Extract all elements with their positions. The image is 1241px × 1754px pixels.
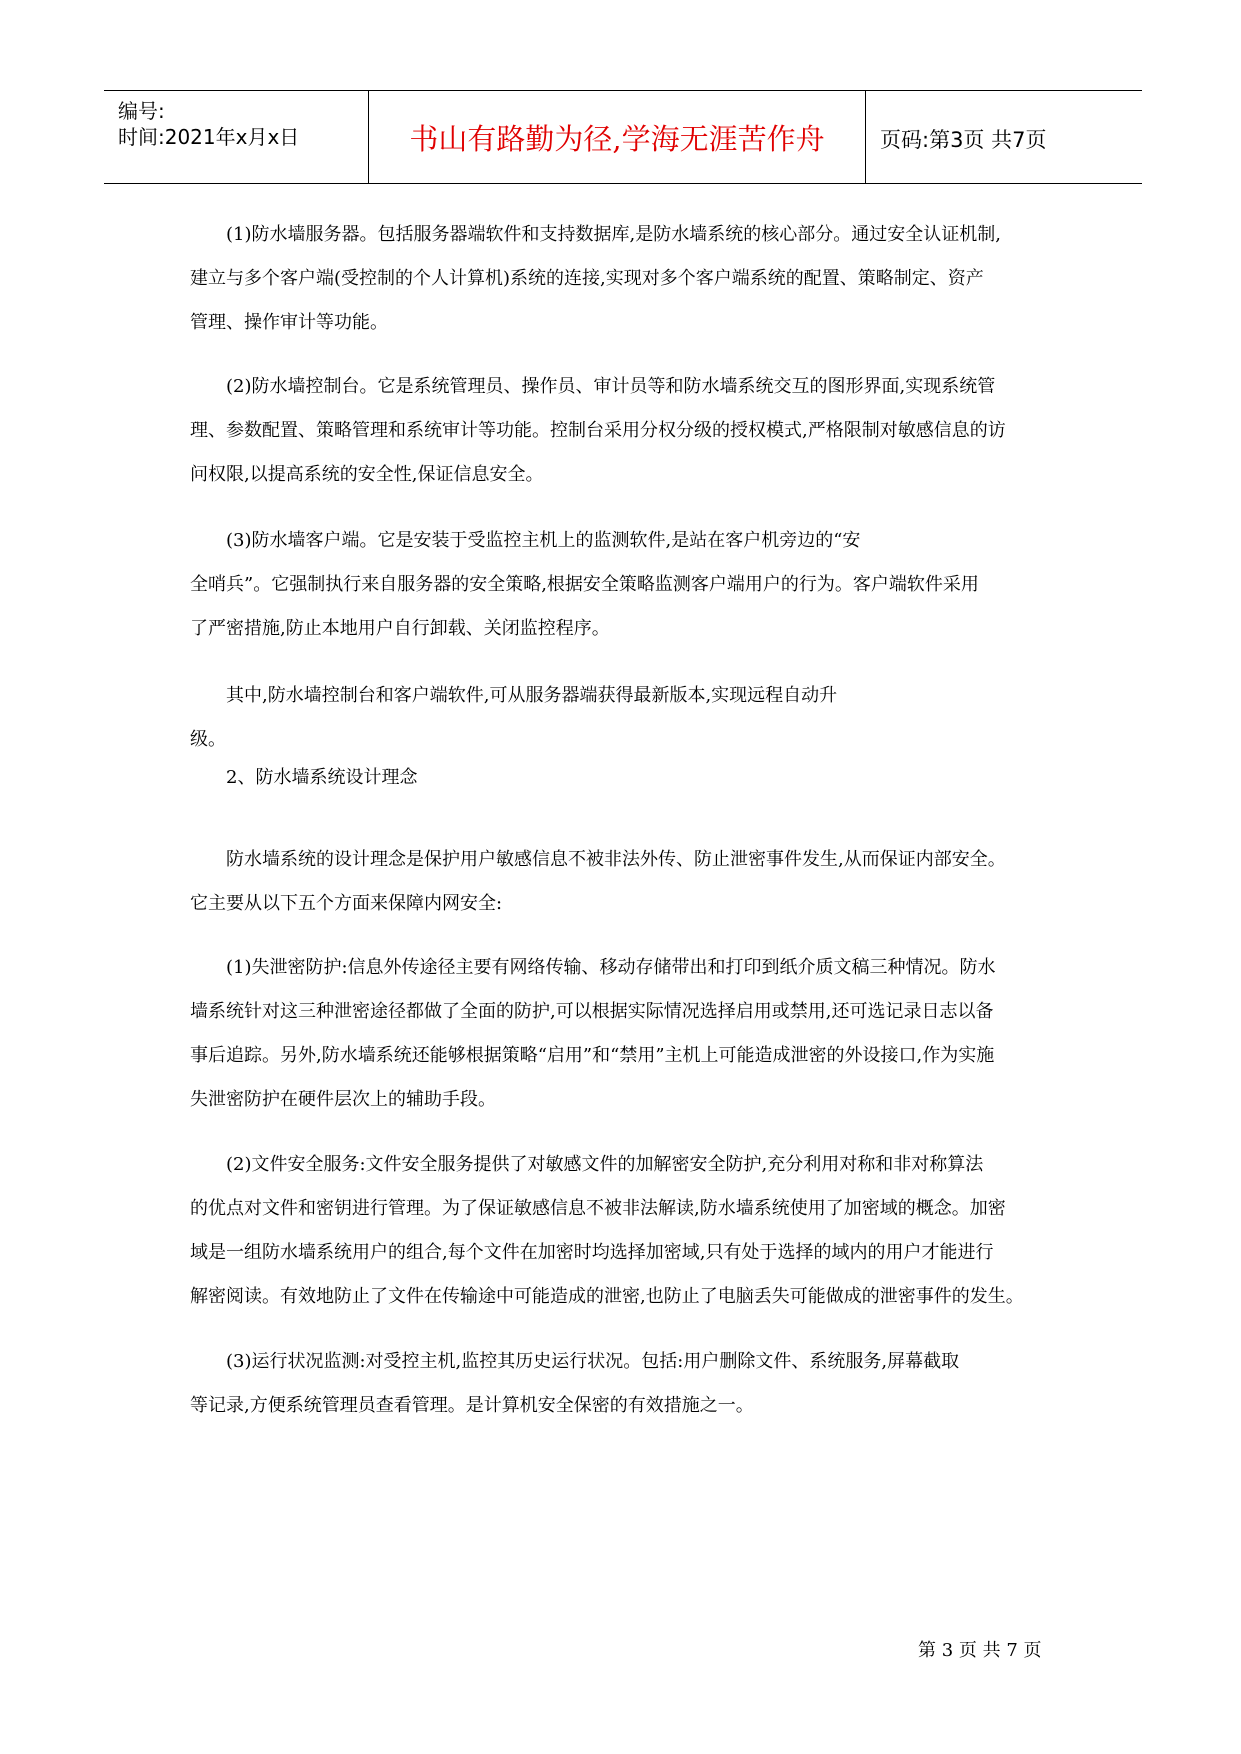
paragraph-4 bbox=[190, 674, 1072, 762]
page-header bbox=[104, 90, 1142, 184]
paragraph-line: 它主要从以下五个方面来保障内网安全: bbox=[190, 893, 503, 914]
paragraph-line: (3)防水墙客户端。它是安装于受监控主机上的监测软件,是站在客户机旁边的“安 bbox=[226, 530, 861, 551]
paragraph-line: (2)文件安全服务:文件安全服务提供了对敏感文件的加解密安全防护,充分利用对称和非对称算法 bbox=[226, 1154, 984, 1175]
paragraph-line: 问权限,以提高系统的安全性,保证信息安全。 bbox=[190, 464, 544, 485]
paragraph-line: 事后追踪。另外,防水墙系统还能够根据策略“启用”和“禁用”主机上可能造成泄密的外设接口,作为实施 bbox=[190, 1045, 995, 1066]
paragraph-line: 解密阅读。有效地防止了文件在传输途中可能造成的泄密,也防止了电脑丢失可能做成的泄密事件的发生。 bbox=[190, 1286, 1024, 1307]
paragraph-line: 失泄密防护在硬件层次上的辅助手段。 bbox=[190, 1089, 496, 1110]
paragraph-line: 其中,防水墙控制台和客户端软件,可从服务器端获得最新版本,实现远程自动升 bbox=[226, 685, 838, 706]
paragraph-2 bbox=[190, 365, 1072, 497]
header-motto-cell bbox=[368, 91, 866, 183]
section-heading bbox=[190, 756, 1072, 800]
paragraph-line: 域是一组防水墙系统用户的组合,每个文件在加密时均选择加密域,只有处于选择的域内的用户才能进行 bbox=[190, 1242, 994, 1263]
document-time-label: 时间:2021年x月x日 bbox=[118, 125, 300, 149]
paragraph-line: (2)防水墙控制台。它是系统管理员、操作员、审计员等和防水墙系统交互的图形界面,实现系统管 bbox=[226, 376, 996, 397]
paragraph-line: (1)防水墙服务器。包括服务器端软件和支持数据库,是防水墙系统的核心部分。通过安全认证机制, bbox=[226, 224, 1001, 245]
paragraph-8 bbox=[190, 1143, 1072, 1319]
paragraph-line: 级。 bbox=[190, 729, 226, 750]
paragraph-line: 墙系统针对这三种泄密途径都做了全面的防护,可以根据实际情况选择启用或禁用,还可选记录日志以备 bbox=[190, 1001, 994, 1022]
header-page-cell bbox=[866, 91, 1142, 183]
paragraph-6 bbox=[190, 838, 1072, 926]
paragraph-line: 理、参数配置、策略管理和系统审计等功能。控制台采用分权分级的授权模式,严格限制对敏感信息的访 bbox=[190, 420, 1006, 441]
paragraph-line: 管理、操作审计等功能。 bbox=[190, 312, 388, 333]
paragraph-line: 等记录,方便系统管理员查看管理。是计算机安全保密的有效措施之一。 bbox=[190, 1395, 754, 1416]
header-motto: 书山有路勤为径,学海无涯苦作舟 bbox=[409, 122, 825, 156]
section-heading-text: 2、防水墙系统设计理念 bbox=[226, 767, 418, 788]
paragraph-line: 防水墙系统的设计理念是保护用户敏感信息不被非法外传、防止泄密事件发生,从而保证内部安全。 bbox=[226, 849, 1006, 870]
paragraph-line: 建立与多个客户端(受控制的个人计算机)系统的连接,实现对多个客户端系统的配置、策略制定、资产 bbox=[190, 268, 984, 289]
page-footer: 第 3 页 共 7 页 bbox=[918, 1640, 1042, 1661]
paragraph-line: (1)失泄密防护:信息外传途径主要有网络传输、移动存储带出和打印到纸介质文稿三种情况。防水 bbox=[226, 957, 996, 978]
paragraph-1 bbox=[190, 213, 1072, 345]
paragraph-line: (3)运行状况监测:对受控主机,监控其历史运行状况。包括:用户删除文件、系统服务,屏幕截取 bbox=[226, 1351, 960, 1372]
paragraph-3 bbox=[190, 519, 1072, 651]
header-info-cell bbox=[104, 91, 368, 183]
paragraph-7 bbox=[190, 946, 1072, 1122]
paragraph-line: 全哨兵”。它强制执行来自服务器的安全策略,根据安全策略监测客户端用户的行为。客户端软件采用 bbox=[190, 574, 979, 595]
header-page-info: 页码:第3页 共7页 bbox=[880, 128, 1047, 152]
paragraph-line: 了严密措施,防止本地用户自行卸载、关闭监控程序。 bbox=[190, 618, 610, 639]
paragraph-9 bbox=[190, 1340, 1072, 1428]
paragraph-line: 的优点对文件和密钥进行管理。为了保证敏感信息不被非法解读,防水墙系统使用了加密域的概念。加密 bbox=[190, 1198, 1006, 1219]
document-number-label: 编号: bbox=[118, 99, 165, 123]
